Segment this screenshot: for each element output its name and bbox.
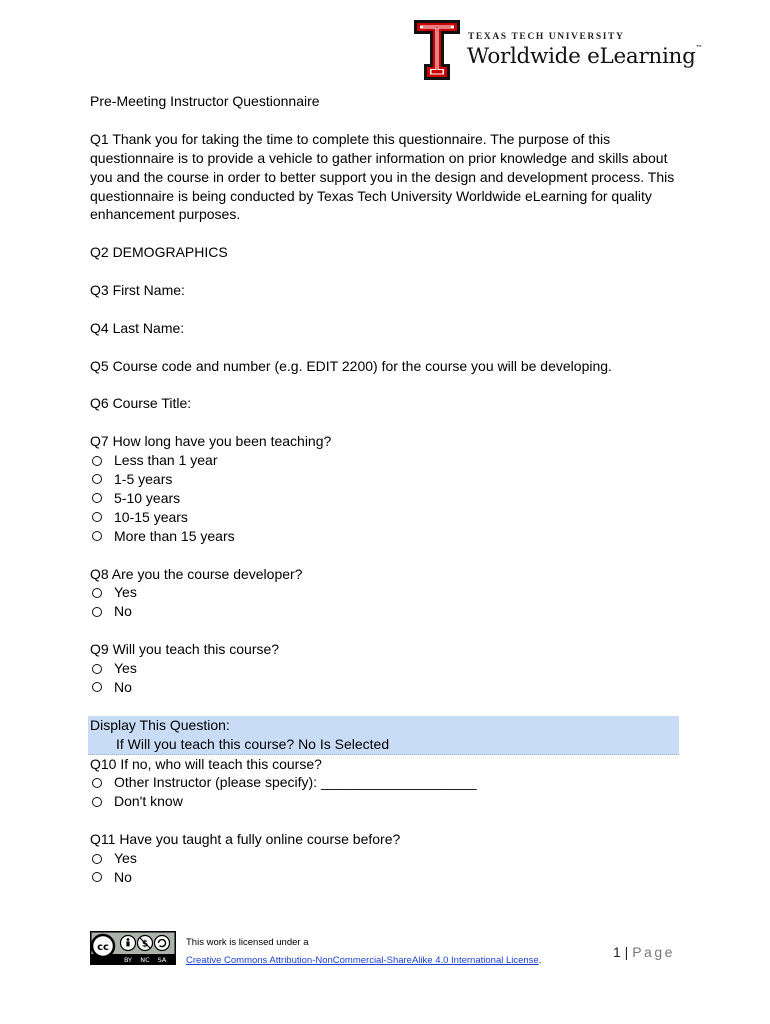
option-label: More than 15 years: [114, 527, 235, 544]
q7-option[interactable]: [90, 527, 690, 546]
q1-line: questionnaire is being conducted by Texas Tech University Worldwide eLearning for quality: [90, 187, 652, 204]
option-label: Don't know: [114, 793, 183, 810]
radio-circle-icon[interactable]: [92, 531, 102, 541]
q2-heading: Q2 DEMOGRAPHICS: [90, 244, 228, 261]
q9-question: Q9 Will you teach this course?: [90, 641, 280, 658]
svg-text:$: $: [141, 939, 149, 950]
radio-circle-icon[interactable]: [92, 474, 102, 484]
document-title: Pre-Meeting Instructor Questionnaire: [90, 93, 320, 109]
q8-option[interactable]: [90, 583, 690, 602]
display-logic-condition: If Will you teach this course? No Is Selected: [116, 735, 390, 752]
license-link[interactable]: Creative Commons Attribution-NonCommercial-ShareAlike 4.0 International License: [186, 955, 539, 966]
radio-circle-icon[interactable]: [92, 588, 102, 598]
license-line: [186, 952, 541, 970]
q8-option[interactable]: [90, 602, 690, 621]
page-number-value: 1: [613, 944, 621, 960]
radio-circle-icon[interactable]: [92, 854, 102, 864]
ttu-worldwide-elearning-logo: [414, 20, 703, 82]
option-label: Yes: [114, 584, 137, 601]
q10-option[interactable]: [90, 773, 690, 792]
q5-course-code: Q5 Course code and number (e.g. EDIT 2200) for the course you will be developing.: [90, 357, 612, 374]
q7-option[interactable]: [90, 489, 690, 508]
option-label: 10-15 years: [114, 508, 188, 525]
option-label: No: [114, 868, 132, 885]
radio-circle-icon[interactable]: [92, 664, 102, 674]
unit-name-text: Worldwide eLearning: [467, 44, 696, 69]
cc-label-nc: NC: [140, 956, 150, 964]
q11-option[interactable]: [90, 868, 690, 887]
q9-option[interactable]: [90, 678, 690, 697]
q1-line: questionnaire is to provide a vehicle to gather information on prior knowledge and skills about: [90, 149, 668, 166]
trademark-symbol: ™: [695, 44, 703, 52]
display-logic-box: [88, 716, 679, 755]
svg-text:cc: cc: [97, 942, 109, 953]
q6-course-title: Q6 Course Title:: [90, 395, 192, 412]
option-label: No: [114, 678, 132, 695]
radio-circle-icon[interactable]: [92, 778, 102, 788]
q4-last-name: Q4 Last Name:: [90, 319, 185, 336]
university-name: TEXAS TECH UNIVERSITY: [468, 32, 625, 42]
q1-line: Q1 Thank you for taking the time to complete this questionnaire. The purpose of this: [90, 130, 611, 147]
radio-circle-icon[interactable]: [92, 872, 102, 882]
option-label: Yes: [114, 660, 137, 677]
unit-name: [467, 44, 702, 69]
radio-circle-icon[interactable]: [92, 493, 102, 503]
q11-question: Q11 Have you taught a fully online course before?: [90, 831, 401, 848]
q1-line: enhancement purposes.: [90, 206, 241, 223]
license-notice: [186, 934, 541, 970]
q8-question: Q8 Are you the course developer?: [90, 565, 303, 582]
option-label: 1-5 years: [114, 471, 173, 488]
radio-circle-icon[interactable]: [92, 797, 102, 807]
q1-block: [90, 130, 690, 225]
q7-question: Q7 How long have you been teaching?: [90, 433, 332, 450]
q7-option[interactable]: [90, 451, 690, 470]
double-t-logo-icon: [414, 20, 460, 80]
creative-commons-badge-icon: [90, 931, 176, 965]
license-period: .: [538, 955, 542, 966]
radio-circle-icon[interactable]: [92, 682, 102, 692]
q10-question: Q10 If no, who will teach this course?: [90, 755, 322, 772]
option-label: Other Instructor (please specify): ____________________: [114, 774, 477, 791]
q3-first-name: Q3 First Name:: [90, 282, 185, 299]
page-label: Page: [632, 944, 675, 960]
cc-label-sa: SA: [157, 956, 167, 964]
q7-option[interactable]: [90, 470, 690, 489]
cc-label-by: BY: [123, 956, 133, 964]
q1-line: you and the course in order to better support you in the design and development process. This: [90, 168, 675, 185]
option-label: 5-10 years: [114, 489, 181, 506]
q7-option[interactable]: [90, 508, 690, 527]
license-intro: This work is licensed under a: [186, 937, 309, 948]
radio-circle-icon[interactable]: [92, 607, 102, 617]
page-number: [613, 944, 675, 960]
display-logic-heading: Display This Question:: [90, 716, 230, 733]
option-label: No: [114, 603, 132, 620]
questionnaire-body: [90, 92, 690, 887]
q11-option[interactable]: [90, 849, 690, 868]
option-label: Less than 1 year: [114, 452, 218, 469]
radio-circle-icon[interactable]: [92, 512, 102, 522]
option-label: Yes: [114, 850, 137, 867]
q9-option[interactable]: [90, 659, 690, 678]
radio-circle-icon[interactable]: [92, 456, 102, 466]
page-separator: |: [620, 944, 633, 960]
q10-option[interactable]: [90, 792, 690, 811]
